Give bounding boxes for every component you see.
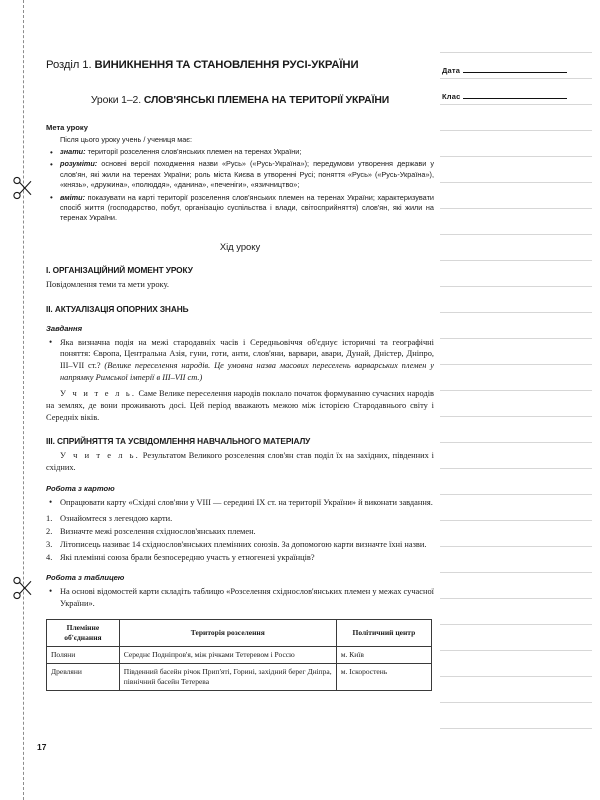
cell-territory: Середнє Подніпров'я, між річками Тетеревом і Россю [119, 647, 336, 664]
cut-line [23, 0, 24, 800]
teacher-paragraph-actualization [46, 388, 434, 424]
list-text: Визначте межі розселення східнослов'янських племен. [60, 526, 256, 536]
list-item [46, 159, 434, 190]
section-heading-perception: III. СПРИЙНЯТТЯ ТА УСВІДОМЛЕННЯ НАВЧАЛЬНОГО МАТЕРІАЛУ [46, 436, 311, 446]
cell-union: Древляни [47, 663, 120, 690]
teacher-text: Результатом Великого розселення слов'ян став поділ їх на західних, південних і східних. [46, 451, 434, 472]
column-header-territory: Територія розселення [119, 620, 336, 647]
column-header-union: Племінне об'єднання [47, 620, 120, 647]
lesson-title: СЛОВ'ЯНСЬКІ ПЛЕМЕНА НА ТЕРИТОРІЇ УКРАЇНИ [143, 95, 390, 107]
course-title: Хід уроку [219, 240, 261, 252]
list-item: • Опрацювати карту «Східні слов'яни у VIII — середині IX ст. на території України» й виконати завдання. [46, 497, 434, 509]
tasks-list [46, 337, 434, 385]
teacher-text: Саме Велике переселення народів поклало початок формуванню сучасних народів на землях, де вони проживають досі. Цей період вважають межою між історією Стародавнього світу і Середніх віків. [46, 389, 434, 423]
goal-intro: Після цього уроку учень / учениця має: [60, 135, 193, 145]
table-bullet-list [46, 586, 434, 610]
cell-union: Поляни [47, 647, 120, 664]
goal-title: Мета уроку [46, 123, 88, 133]
tasks-label: Завдання [46, 323, 83, 333]
scissors-icon [12, 575, 34, 601]
settlement-table [46, 619, 432, 690]
page-number: 17 [37, 742, 47, 752]
list-item [46, 526, 434, 538]
section-heading-actualization: II. АКТУАЛІЗАЦІЯ ОПОРНИХ ЗНАНЬ [46, 303, 189, 314]
scissors-icon [12, 175, 34, 201]
notes-margin [440, 52, 592, 752]
list-text: Ознайомтеся з легендою карти. [60, 513, 173, 523]
section-heading-organizational: I. ОРГАНІЗАЦІЙНИЙ МОМЕНТ УРОКУ [46, 264, 193, 275]
cell-center: м. Іскоростень [336, 663, 431, 690]
cell-center: м. Київ [336, 647, 431, 664]
goal-verb: розуміти: [60, 159, 98, 169]
section-paragraph-organizational: Повідомлення теми та мети уроку. [46, 279, 169, 289]
goal-text: основні версії походження назви «Русь» («Русь-Україна»); передумови утворення держави у слов'ян, які жили на теренах України; роль міста Києва в утворенні Русі; поняття «Русь» («Русь-Україна»), «князь», «дружина», «полюддя», «данина», «печеніги», «язичництво»; [60, 159, 434, 190]
class-input-rule[interactable] [463, 91, 567, 99]
list-number: 3. [46, 539, 53, 549]
date-field[interactable] [442, 65, 567, 75]
list-item [46, 539, 434, 551]
teacher-label: У ч и т е л ь. [60, 451, 140, 460]
cell-territory: Південний басейн річок Прип'яті, Горині, західний берег Дніпра, північний басейн Тетерева [119, 663, 336, 690]
teacher-label: У ч и т е л ь. [60, 389, 137, 399]
goal-text: показувати на карті території розселення слов'янських племен на теренах України; характеризувати спосіб життя (господарство, побут, організацію суспільства і влади, світосприйняття) слов'ян, які жили на теренах України. [60, 192, 434, 223]
list-number: 4. [46, 552, 53, 562]
goal-list [46, 147, 434, 224]
list-number: 1. [46, 513, 53, 523]
list-item: • На основі відомостей карти складіть таблицю «Розселення східнослов'янських племен у межах сучасної України». [46, 586, 434, 610]
lesson-prefix: Уроки 1–2. [90, 95, 142, 107]
list-item [46, 552, 434, 564]
task-answer: (Велике переселення народів. Це умовна назва масових переселень варварських племен у напрямку Римської імперії в III–VII ст.) [60, 361, 434, 383]
list-text: Літописець називає 14 східнослов'янських племінних союзів. За допомогою карти визначте їхні назви. [60, 539, 427, 549]
task-question: Яка визначна подія на межі стародавніх часів і Середньовіччя об'єднує історичні та географічні поняття: Європа, Центральна Азія, гуни, готи, анти, слов'яни, варвари, авари, Дунай, Дністер, Дніпро, III–VII ст.? [60, 337, 434, 371]
chapter-prefix: Розділ 1. [46, 59, 92, 71]
map-numbered-list [46, 513, 434, 564]
list-item [46, 147, 434, 157]
goal-verb: знати: [60, 147, 86, 157]
date-label: Дата [442, 66, 461, 75]
teacher-paragraph-material [46, 450, 434, 474]
list-item [46, 513, 434, 525]
chapter-heading [46, 58, 434, 72]
chapter-title: ВИНИКНЕННЯ ТА СТАНОВЛЕННЯ РУСІ-УКРАЇНИ [94, 59, 359, 71]
class-field[interactable] [442, 91, 567, 101]
lesson-heading [46, 94, 434, 107]
table-header-row [47, 620, 432, 647]
table-row [47, 663, 432, 690]
date-input-rule[interactable] [463, 65, 567, 73]
goal-text: території розселення слов'янських племен на теренах України; [85, 147, 302, 157]
list-item [46, 193, 434, 224]
goal-verb: вміти: [60, 192, 86, 202]
table-work-title: Робота з таблицею [46, 573, 125, 583]
column-header-center: Політичний центр [336, 620, 431, 647]
list-number: 2. [46, 526, 53, 536]
map-bullet-list [46, 497, 434, 509]
class-label: Клас [442, 92, 461, 101]
page-content [46, 58, 434, 691]
list-item [46, 337, 434, 385]
map-work-title: Робота з картою [46, 483, 115, 493]
table-row [47, 647, 432, 664]
list-text: Які племінні союза брали безпосередню участь у етногенезі українців? [60, 552, 315, 562]
